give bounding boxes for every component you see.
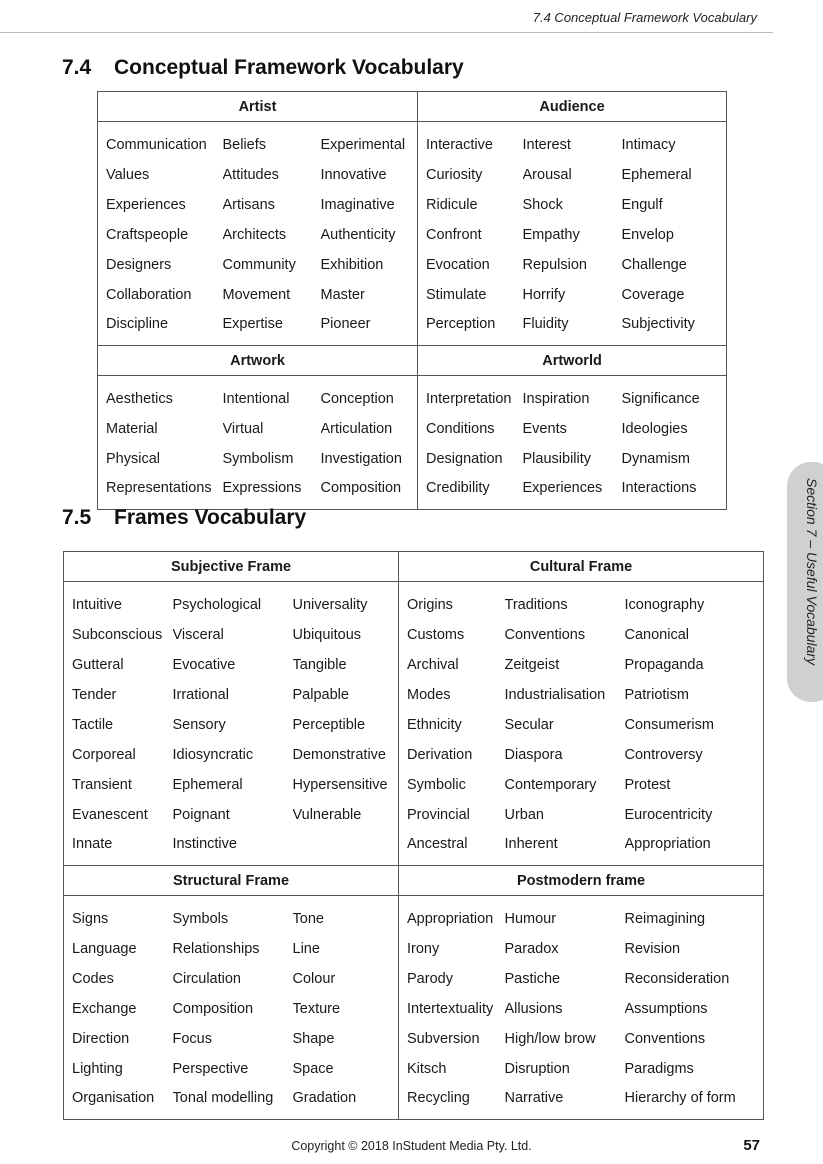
vocabulary-row [64,896,764,934]
vocabulary-term: Credibility [418,474,523,510]
category-header: Cultural Frame [399,552,764,582]
conceptual-framework-table [97,91,727,510]
vocabulary-term: Ephemeral [621,166,692,183]
vocabulary-term: Attitudes [222,166,279,183]
vocabulary-term: Aesthetics [106,390,173,407]
vocabulary-term: Corporeal [72,746,136,763]
vocabulary-term: Codes [72,970,114,987]
vocabulary-term: Subjectivity [621,316,695,333]
vocabulary-row [98,190,727,220]
vocabulary-term: Intimacy [621,136,676,153]
vocabulary-row [98,310,727,346]
vocabulary-term: Kitsch [399,1054,505,1084]
vocabulary-term: Confront [418,220,523,250]
section-number: 7.4 [62,56,92,79]
vocabulary-term: Archival [399,650,505,680]
vocabulary-term: Engulf [621,196,663,213]
vocabulary-term: Circulation [172,970,241,987]
vocabulary-term: Humour [504,910,557,927]
vocabulary-term: Inherent [504,836,558,853]
vocabulary-term: Zeitgeist [504,656,560,673]
vocabulary-term: Organisation [72,1090,155,1107]
vocabulary-term: Composition [172,1000,254,1017]
vocabulary-term: Universality [292,596,368,613]
vocabulary-term: Iconography [624,596,705,613]
category-header: Postmodern frame [399,866,764,896]
vocabulary-term: Significance [621,390,700,407]
category-header: Audience [418,92,727,122]
vocabulary-term: Appropriation [399,896,505,934]
vocabulary-term: Patriotism [624,686,689,703]
vocabulary-row [98,280,727,310]
vocabulary-term: Perception [418,310,523,346]
vocabulary-term: Consumerism [624,716,714,733]
vocabulary-term: Signs [72,910,109,927]
vocabulary-term: Ethnicity [399,710,505,740]
vocabulary-term: Symbols [172,910,229,927]
vocabulary-term: Conventions [624,1030,706,1047]
vocabulary-term: Idiosyncratic [172,746,254,763]
vocabulary-term: Relationships [172,940,260,957]
vocabulary-term: Revision [624,940,681,957]
vocabulary-term: Pioneer [320,316,371,333]
vocabulary-term: Architects [222,226,287,243]
vocabulary-term: Evanescent [72,806,148,823]
vocabulary-term: Experimental [320,136,406,153]
vocabulary-term: Subconscious [72,626,163,643]
vocabulary-term: Space [292,1060,334,1077]
vocabulary-term: Composition [320,480,402,497]
category-header-row [98,92,727,122]
vocabulary-term: Texture [292,1000,341,1017]
vocabulary-term: Imaginative [320,196,395,213]
vocabulary-term: Visceral [172,626,224,643]
vocabulary-term: Symbolic [399,770,505,800]
vocabulary-term: Virtual [222,420,264,437]
category-header: Artworld [418,346,727,376]
vocabulary-term: Eurocentricity [624,806,713,823]
vocabulary-term: Empathy [522,226,580,243]
vocabulary-term: Assumptions [624,1000,708,1017]
vocabulary-row [98,250,727,280]
vocabulary-term: Tactile [72,716,114,733]
vocabulary-term: Tangible [292,656,347,673]
vocabulary-term: Instinctive [172,836,237,853]
vocabulary-term: Craftspeople [106,226,189,243]
running-header: 7.4 Conceptual Framework Vocabulary [532,10,757,25]
vocabulary-row [64,934,764,964]
vocabulary-term: Irrational [172,686,229,703]
vocabulary-term: Disruption [504,1060,570,1077]
vocabulary-term: High/low brow [504,1030,596,1047]
vocabulary-term: Canonical [624,626,689,643]
page-number: 57 [743,1137,760,1154]
vocabulary-term: Evocation [418,250,523,280]
vocabulary-row [64,740,764,770]
category-header: Structural Frame [64,866,399,896]
vocabulary-row [98,160,727,190]
vocabulary-row [64,710,764,740]
vocabulary-term: Derivation [399,740,505,770]
vocabulary-term: Beliefs [222,136,267,153]
vocabulary-term: Recycling [399,1084,505,1120]
vocabulary-term: Arousal [522,166,572,183]
vocabulary-term: Industrialisation [504,686,606,703]
vocabulary-term: Tonal modelling [172,1090,274,1107]
vocabulary-term: Sensory [172,716,226,733]
vocabulary-term: Focus [172,1030,212,1047]
vocabulary-row [64,650,764,680]
vocabulary-term: Curiosity [418,160,523,190]
vocabulary-term: Community [222,256,296,273]
vocabulary-term: Evocative [172,656,236,673]
vocabulary-term: Interpretation [418,376,523,414]
vocabulary-term: Dynamism [621,450,690,467]
vocabulary-term: Material [106,420,158,437]
vocabulary-term: Palpable [292,686,349,703]
frames-vocabulary-table [63,551,764,1120]
vocabulary-term: Perspective [172,1060,249,1077]
vocabulary-term: Subversion [399,1024,505,1054]
vocabulary-row [64,964,764,994]
vocabulary-term: Intuitive [72,596,122,613]
vocabulary-row [98,220,727,250]
vocabulary-term: Psychological [172,596,262,613]
vocabulary-term: Traditions [504,596,568,613]
vocabulary-term: Irony [399,934,505,964]
vocabulary-term: Tender [72,686,117,703]
vocabulary-term: Intentional [222,390,290,407]
vocabulary-term: Vulnerable [292,806,362,823]
vocabulary-term: Representations [106,480,212,497]
vocabulary-term: Appropriation [624,836,711,853]
section-title: Frames Vocabulary [114,506,307,529]
vocabulary-term: Narrative [504,1090,564,1107]
vocabulary-term: Symbolism [222,450,294,467]
copyright-notice: Copyright © 2018 InStudent Media Pty. Ltd. [291,1139,532,1153]
vocabulary-term: Provincial [399,800,505,830]
vocabulary-term: Plausibility [522,450,592,467]
vocabulary-row [98,474,727,510]
vocabulary-term: Paradigms [624,1060,694,1077]
vocabulary-term: Innate [72,836,113,853]
vocabulary-term: Shock [522,196,563,213]
vocabulary-row [64,830,764,866]
vocabulary-term: Shape [292,1030,335,1047]
vocabulary-term: Urban [504,806,544,823]
vocabulary-term: Modes [399,680,505,710]
vocabulary-row [64,1084,764,1120]
vocabulary-term: Parody [399,964,505,994]
header-rule [0,32,773,33]
vocabulary-term: Exchange [72,1000,137,1017]
vocabulary-term: Customs [399,620,505,650]
vocabulary-term: Contemporary [504,776,597,793]
section-number: 7.5 [62,506,92,529]
vocabulary-term: Conditions [418,414,523,444]
vocabulary-term: Allusions [504,1000,563,1017]
vocabulary-row [98,122,727,160]
vocabulary-term: Articulation [320,420,393,437]
vocabulary-row [64,770,764,800]
vocabulary-term: Master [320,286,365,303]
category-header: Subjective Frame [64,552,399,582]
vocabulary-term: Ubiquitous [292,626,362,643]
vocabulary-term: Ideologies [621,420,688,437]
vocabulary-term: Envelop [621,226,674,243]
vocabulary-term: Exhibition [320,256,384,273]
vocabulary-term: Interest [522,136,571,153]
vocabulary-term: Experiences [106,196,186,213]
vocabulary-term: Perceptible [292,716,366,733]
vocabulary-row [64,994,764,1024]
vocabulary-term: Transient [72,776,132,793]
vocabulary-term: Demonstrative [292,746,386,763]
vocabulary-term: Hierarchy of form [624,1090,736,1107]
vocabulary-term: Controversy [624,746,703,763]
vocabulary-term: Ridicule [418,190,523,220]
vocabulary-term: Interactive [418,122,523,160]
side-tab-label: Section 7 – Useful Vocabulary [804,478,820,666]
vocabulary-term: Authenticity [320,226,396,243]
category-header-row [98,346,727,376]
vocabulary-term: Fluidity [522,316,569,333]
vocabulary-term: Coverage [621,286,685,303]
vocabulary-term: Collaboration [106,286,192,303]
category-header: Artist [98,92,418,122]
vocabulary-term: Communication [106,136,207,153]
vocabulary-term: Reconsideration [624,970,730,987]
vocabulary-term: Expressions [222,480,302,497]
vocabulary-term: Values [106,166,150,183]
vocabulary-term: Designation [418,444,523,474]
section-heading-7-5 [62,506,306,530]
vocabulary-row [98,376,727,414]
category-header-row [64,866,764,896]
category-header-row [64,552,764,582]
vocabulary-term: Hypersensitive [292,776,388,793]
vocabulary-term: Propaganda [624,656,704,673]
vocabulary-term: Stimulate [418,280,523,310]
vocabulary-term: Artisans [222,196,275,213]
vocabulary-term: Events [522,420,567,437]
vocabulary-term: Innovative [320,166,387,183]
category-header: Artwork [98,346,418,376]
vocabulary-term: Repulsion [522,256,588,273]
vocabulary-row [64,1024,764,1054]
vocabulary-term: Pastiche [504,970,561,987]
vocabulary-row [64,680,764,710]
vocabulary-term: Intertextuality [399,994,505,1024]
vocabulary-term: Line [292,940,320,957]
vocabulary-term: Designers [106,256,172,273]
section-title: Conceptual Framework Vocabulary [114,56,464,79]
vocabulary-row [98,444,727,474]
vocabulary-row [64,620,764,650]
vocabulary-term: Diaspora [504,746,563,763]
vocabulary-term: Lighting [72,1060,123,1077]
vocabulary-term: Horrify [522,286,566,303]
vocabulary-term: Origins [399,582,505,620]
vocabulary-term: Gutteral [72,656,124,673]
vocabulary-term: Tone [292,910,324,927]
vocabulary-term: Protest [624,776,671,793]
vocabulary-row [64,800,764,830]
vocabulary-term: Interactions [621,480,697,497]
vocabulary-term: Ancestral [399,830,505,866]
vocabulary-term: Ephemeral [172,776,243,793]
vocabulary-term: Expertise [222,316,283,333]
section-heading-7-4 [62,56,464,80]
vocabulary-term [293,830,399,866]
vocabulary-row [98,414,727,444]
vocabulary-term: Investigation [320,450,402,467]
vocabulary-term: Poignant [172,806,230,823]
vocabulary-term: Direction [72,1030,130,1047]
vocabulary-row [64,1054,764,1084]
vocabulary-term: Secular [504,716,554,733]
vocabulary-term: Reimagining [624,910,706,927]
vocabulary-term: Paradox [504,940,559,957]
vocabulary-term: Experiences [522,480,603,497]
vocabulary-term: Conventions [504,626,586,643]
vocabulary-term: Language [72,940,137,957]
vocabulary-term: Conception [320,390,394,407]
vocabulary-row [64,582,764,620]
vocabulary-term: Inspiration [522,390,590,407]
vocabulary-term: Physical [106,450,160,467]
vocabulary-term: Colour [292,970,336,987]
vocabulary-term: Challenge [621,256,687,273]
vocabulary-term: Gradation [292,1090,357,1107]
vocabulary-term: Discipline [106,316,169,333]
vocabulary-term: Movement [222,286,291,303]
